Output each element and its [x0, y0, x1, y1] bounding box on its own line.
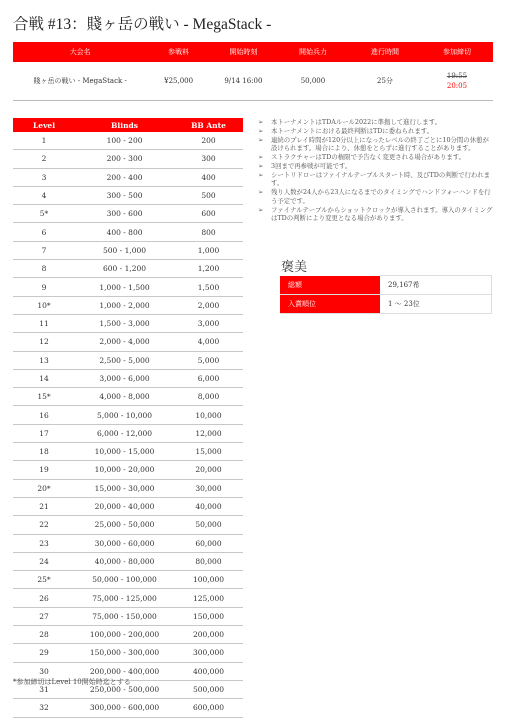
- page-title: 合戦 #13：賤ヶ岳の戦い - MegaStack -: [13, 16, 272, 33]
- level-blinds: 1,000 - 2,000: [75, 296, 174, 314]
- rule-note-text: 3回まで再参戦が可能です。: [271, 162, 352, 171]
- level-ante: 150,000: [174, 607, 243, 625]
- level-number: 6: [13, 223, 75, 241]
- level-row: [13, 314, 243, 332]
- level-blinds: 10,000 - 20,000: [75, 461, 174, 479]
- level-ante: 60,000: [174, 534, 243, 552]
- level-ante: 1,500: [174, 278, 243, 296]
- level-blinds: 3,000 - 6,000: [75, 369, 174, 387]
- rule-note: [258, 162, 493, 170]
- blind-structure-table: [13, 118, 243, 718]
- level-number: 2: [13, 150, 75, 168]
- levels-footnote: *参加締切はLevel 10開始時迄とする: [13, 678, 131, 686]
- level-number: 24: [13, 552, 75, 570]
- level-ante: 1,200: [174, 260, 243, 278]
- rule-note: [258, 171, 493, 188]
- level-ante: 600,000: [174, 699, 243, 717]
- prize-row-places: [280, 295, 492, 314]
- level-ante: 5,000: [174, 351, 243, 369]
- levels-header-row: [13, 118, 243, 132]
- level-number: 9: [13, 278, 75, 296]
- header-blinds: Blinds: [75, 118, 174, 132]
- starting-stack: 50,000: [277, 62, 349, 101]
- level-row: [13, 369, 243, 387]
- rule-note-text: 残り人数が24人から23人になるまでのタイミングでハンドフォーハンドを行う予定です。: [271, 188, 491, 205]
- level-blinds: 300 - 600: [75, 205, 174, 223]
- level-number: 19: [13, 461, 75, 479]
- level-ante: 80,000: [174, 552, 243, 570]
- level-ante: 300,000: [174, 644, 243, 662]
- header-fee: 参戦料: [147, 42, 209, 62]
- rule-note: [258, 188, 493, 205]
- level-number: 12: [13, 333, 75, 351]
- level-blinds: 300 - 500: [75, 186, 174, 204]
- prize-table: [280, 275, 492, 314]
- level-row: [13, 205, 243, 223]
- summary-header-row: [13, 42, 493, 62]
- level-blinds: 4,000 - 8,000: [75, 388, 174, 406]
- level-number: 31: [13, 680, 75, 698]
- level-row: [13, 278, 243, 296]
- level-row: [13, 351, 243, 369]
- arrow-bullet-icon: ➢: [258, 126, 264, 135]
- level-row: [13, 479, 243, 497]
- level-blinds: 300,000 - 600,000: [75, 699, 174, 717]
- level-row: [13, 443, 243, 461]
- level-row: [13, 150, 243, 168]
- level-blinds: 100 - 200: [75, 132, 174, 150]
- header-tournament-name: 大会名: [13, 42, 147, 62]
- level-ante: 3,000: [174, 314, 243, 332]
- level-blinds: 75,000 - 150,000: [75, 607, 174, 625]
- arrow-bullet-icon: ➢: [258, 170, 264, 179]
- level-number: 20*: [13, 479, 75, 497]
- level-ante: 12,000: [174, 424, 243, 442]
- level-ante: 400: [174, 168, 243, 186]
- level-blinds: 6,000 - 12,000: [75, 424, 174, 442]
- arrow-bullet-icon: ➢: [258, 162, 264, 171]
- summary-row: [13, 62, 493, 101]
- prize-total-value: 29,167希: [380, 276, 492, 295]
- entry-fee: ¥25,000: [147, 62, 209, 101]
- tournament-name: 賤ヶ岳の戦い - MegaStack -: [13, 62, 147, 101]
- level-row: [13, 699, 243, 717]
- level-blinds: 200 - 300: [75, 150, 174, 168]
- level-blinds: 20,000 - 40,000: [75, 497, 174, 515]
- arrow-bullet-icon: ➢: [258, 153, 264, 162]
- level-row: [13, 388, 243, 406]
- level-ante: 30,000: [174, 479, 243, 497]
- level-blinds: 10,000 - 15,000: [75, 443, 174, 461]
- rules-notes-list: [258, 118, 493, 223]
- header-starting-stack: 開始兵力: [277, 42, 349, 62]
- level-blinds: 600 - 1,200: [75, 260, 174, 278]
- rule-note: [258, 136, 493, 153]
- arrow-bullet-icon: ➢: [258, 205, 264, 214]
- level-ante: 1,000: [174, 241, 243, 259]
- level-number: 7: [13, 241, 75, 259]
- level-number: 23: [13, 534, 75, 552]
- prize-row-total: [280, 276, 492, 295]
- header-bb-ante: BB Ante: [174, 118, 243, 132]
- level-blinds: 50,000 - 100,000: [75, 571, 174, 589]
- level-number: 32: [13, 699, 75, 717]
- level-number: 18: [13, 443, 75, 461]
- level-ante: 2,000: [174, 296, 243, 314]
- level-blinds: 25,000 - 50,000: [75, 516, 174, 534]
- level-row: [13, 626, 243, 644]
- level-ante: 4,000: [174, 333, 243, 351]
- level-ante: 10,000: [174, 406, 243, 424]
- level-blinds: 100,000 - 200,000: [75, 626, 174, 644]
- level-ante: 125,000: [174, 589, 243, 607]
- level-blinds: 400 - 800: [75, 223, 174, 241]
- level-row: [13, 534, 243, 552]
- deadline-new: 20:05: [446, 82, 468, 90]
- arrow-bullet-icon: ➢: [258, 188, 264, 197]
- prize-title: 褒美: [281, 260, 308, 275]
- level-number: 15*: [13, 388, 75, 406]
- level-blinds: 2,000 - 4,000: [75, 333, 174, 351]
- rule-note: [258, 206, 493, 223]
- header-level-duration: 進行時間: [349, 42, 421, 62]
- level-blinds: 5,000 - 10,000: [75, 406, 174, 424]
- level-blinds: 250,000 - 500,000: [75, 680, 174, 698]
- level-blinds: 2,500 - 5,000: [75, 351, 174, 369]
- level-row: [13, 223, 243, 241]
- level-number: 29: [13, 644, 75, 662]
- level-number: 11: [13, 314, 75, 332]
- arrow-bullet-icon: ➢: [258, 118, 264, 126]
- deadline-old: 19:55: [446, 72, 468, 80]
- level-number: 21: [13, 497, 75, 515]
- level-number: 3: [13, 168, 75, 186]
- rule-note-text: ストラクチャーはTDの権限で予告なく変更される場合があります。: [271, 153, 466, 162]
- level-ante: 200: [174, 132, 243, 150]
- rule-note-text: 連続のプレイ時間が120分以上になったレベルの終了ごとに10分間の休憩が設けられます。場合により、休憩をとらずに進行することがあります。: [271, 135, 489, 153]
- level-number: 14: [13, 369, 75, 387]
- level-blinds: 75,000 - 125,000: [75, 589, 174, 607]
- level-row: [13, 571, 243, 589]
- level-ante: 6,000: [174, 369, 243, 387]
- level-row: [13, 552, 243, 570]
- level-ante: 50,000: [174, 516, 243, 534]
- level-ante: 15,000: [174, 443, 243, 461]
- header-deadline: 参加締切: [421, 42, 493, 62]
- level-duration: 25分: [349, 62, 421, 101]
- rule-note: [258, 118, 493, 126]
- level-ante: 8,000: [174, 388, 243, 406]
- level-ante: 100,000: [174, 571, 243, 589]
- level-number: 8: [13, 260, 75, 278]
- level-row: [13, 168, 243, 186]
- level-blinds: 500 - 1,000: [75, 241, 174, 259]
- level-number: 10*: [13, 296, 75, 314]
- level-row: [13, 296, 243, 314]
- level-row: [13, 607, 243, 625]
- rule-note-text: 本トーナメントにおける最終判断はTDに委ねられます。: [271, 126, 433, 135]
- level-blinds: 200,000 - 400,000: [75, 662, 174, 680]
- level-number: 4: [13, 186, 75, 204]
- level-ante: 500,000: [174, 680, 243, 698]
- header-start-time: 開始時刻: [210, 42, 277, 62]
- rule-note-text: 本トーナメントはTDAルール2022に準拠して進行します。: [271, 118, 441, 126]
- level-ante: 800: [174, 223, 243, 241]
- level-blinds: 150,000 - 300,000: [75, 644, 174, 662]
- prize-total-label: 総額: [280, 276, 380, 295]
- level-blinds: 30,000 - 60,000: [75, 534, 174, 552]
- level-blinds: 15,000 - 30,000: [75, 479, 174, 497]
- level-ante: 20,000: [174, 461, 243, 479]
- level-blinds: 200 - 400: [75, 168, 174, 186]
- level-number: 1: [13, 132, 75, 150]
- start-time: 9/14 16:00: [210, 62, 277, 101]
- level-row: [13, 132, 243, 150]
- level-ante: 300: [174, 150, 243, 168]
- level-row: [13, 186, 243, 204]
- level-number: 17: [13, 424, 75, 442]
- tournament-summary-table: [13, 42, 493, 101]
- level-ante: 400,000: [174, 662, 243, 680]
- level-number: 30: [13, 662, 75, 680]
- arrow-bullet-icon: ➢: [258, 135, 264, 144]
- level-number: 28: [13, 626, 75, 644]
- level-row: [13, 589, 243, 607]
- level-row: [13, 497, 243, 515]
- rule-note: [258, 153, 493, 161]
- header-level: Level: [13, 118, 75, 132]
- level-number: 5*: [13, 205, 75, 223]
- level-row: [13, 424, 243, 442]
- level-number: 13: [13, 351, 75, 369]
- level-row: [13, 461, 243, 479]
- level-ante: 500: [174, 186, 243, 204]
- level-row: [13, 406, 243, 424]
- level-ante: 40,000: [174, 497, 243, 515]
- prize-places-value: 1 ～ 23位: [380, 295, 492, 314]
- level-row: [13, 644, 243, 662]
- level-number: 22: [13, 516, 75, 534]
- rule-note: [258, 127, 493, 135]
- level-number: 25*: [13, 571, 75, 589]
- level-row: [13, 241, 243, 259]
- level-ante: 600: [174, 205, 243, 223]
- rule-note-text: ファイナルテーブルからショットクロックが導入されます。導入のタイミングはTDの判断により変更となる場合があります。: [271, 205, 493, 222]
- level-blinds: 1,500 - 3,000: [75, 314, 174, 332]
- level-number: 16: [13, 406, 75, 424]
- level-number: 26: [13, 589, 75, 607]
- level-row: [13, 516, 243, 534]
- prize-places-label: 入賞順位: [280, 295, 380, 314]
- level-blinds: 40,000 - 80,000: [75, 552, 174, 570]
- level-number: 27: [13, 607, 75, 625]
- level-row: [13, 260, 243, 278]
- level-ante: 200,000: [174, 626, 243, 644]
- registration-deadline: [421, 62, 493, 101]
- rule-note-text: シートリドローはファイナルテーブルスタート時、及びTDの判断で行われます。: [271, 170, 491, 188]
- level-row: [13, 333, 243, 351]
- level-blinds: 1,000 - 1,500: [75, 278, 174, 296]
